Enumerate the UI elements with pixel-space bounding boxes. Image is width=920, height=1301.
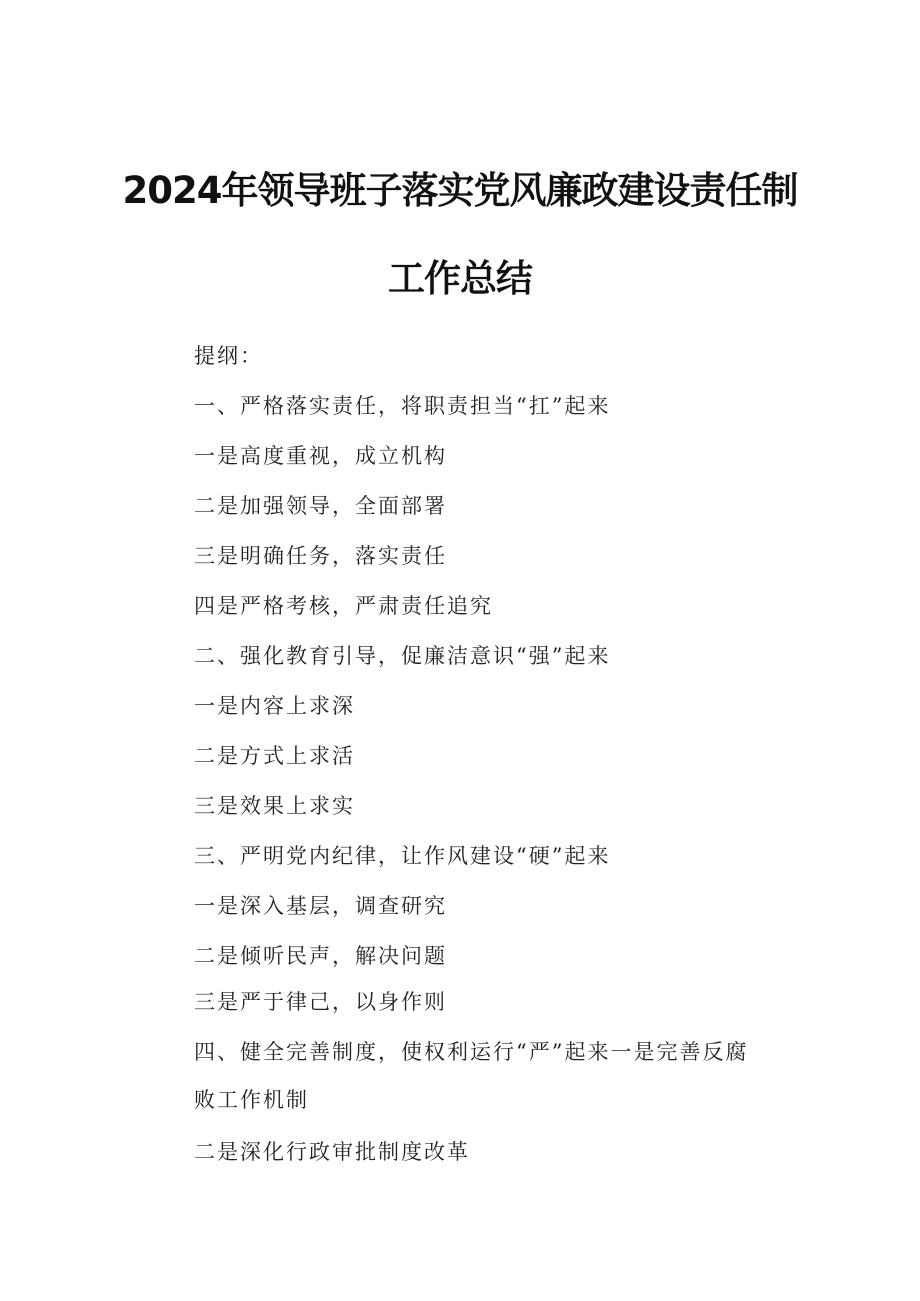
outline-item: 二是方式上求活 bbox=[194, 744, 355, 768]
outline-item: 二是加强领导，全面部署 bbox=[194, 494, 447, 518]
outline-item: 三是严于律己，以身作则 bbox=[194, 990, 447, 1014]
outline-section-2: 二、强化教育引导，促廉洁意识“强”起来 bbox=[194, 644, 611, 668]
outline-item: 四是严格考核，严肃责任追究 bbox=[194, 594, 493, 618]
outline-section-1: 一、严格落实责任，将职责担当“扛”起来 bbox=[194, 394, 611, 418]
document-title-line-1: 2024年领导班子落实党风廉政建设责任制 bbox=[122, 169, 798, 212]
outline-item: 三是效果上求实 bbox=[194, 794, 355, 818]
outline-section-4-continued: 败工作机制 bbox=[194, 1088, 309, 1112]
document-title-line-2: 工作总结 bbox=[388, 257, 532, 300]
outline-section-4: 四、健全完善制度，使权利运行“严”起来一是完善反腐 bbox=[194, 1040, 749, 1064]
outline-item: 一是高度重视，成立机构 bbox=[194, 444, 447, 468]
outline-section-3: 三、严明党内纪律，让作风建设“硬”起来 bbox=[194, 844, 611, 868]
outline-heading: 提纲： bbox=[194, 344, 263, 368]
outline-item: 一是深入基层，调查研究 bbox=[194, 894, 447, 918]
outline-item: 一是内容上求深 bbox=[194, 694, 355, 718]
outline-item: 二是倾听民声，解决问题 bbox=[194, 944, 447, 968]
outline-item: 二是深化行政审批制度改革 bbox=[194, 1140, 470, 1164]
outline-item: 三是明确任务，落实责任 bbox=[194, 544, 447, 568]
